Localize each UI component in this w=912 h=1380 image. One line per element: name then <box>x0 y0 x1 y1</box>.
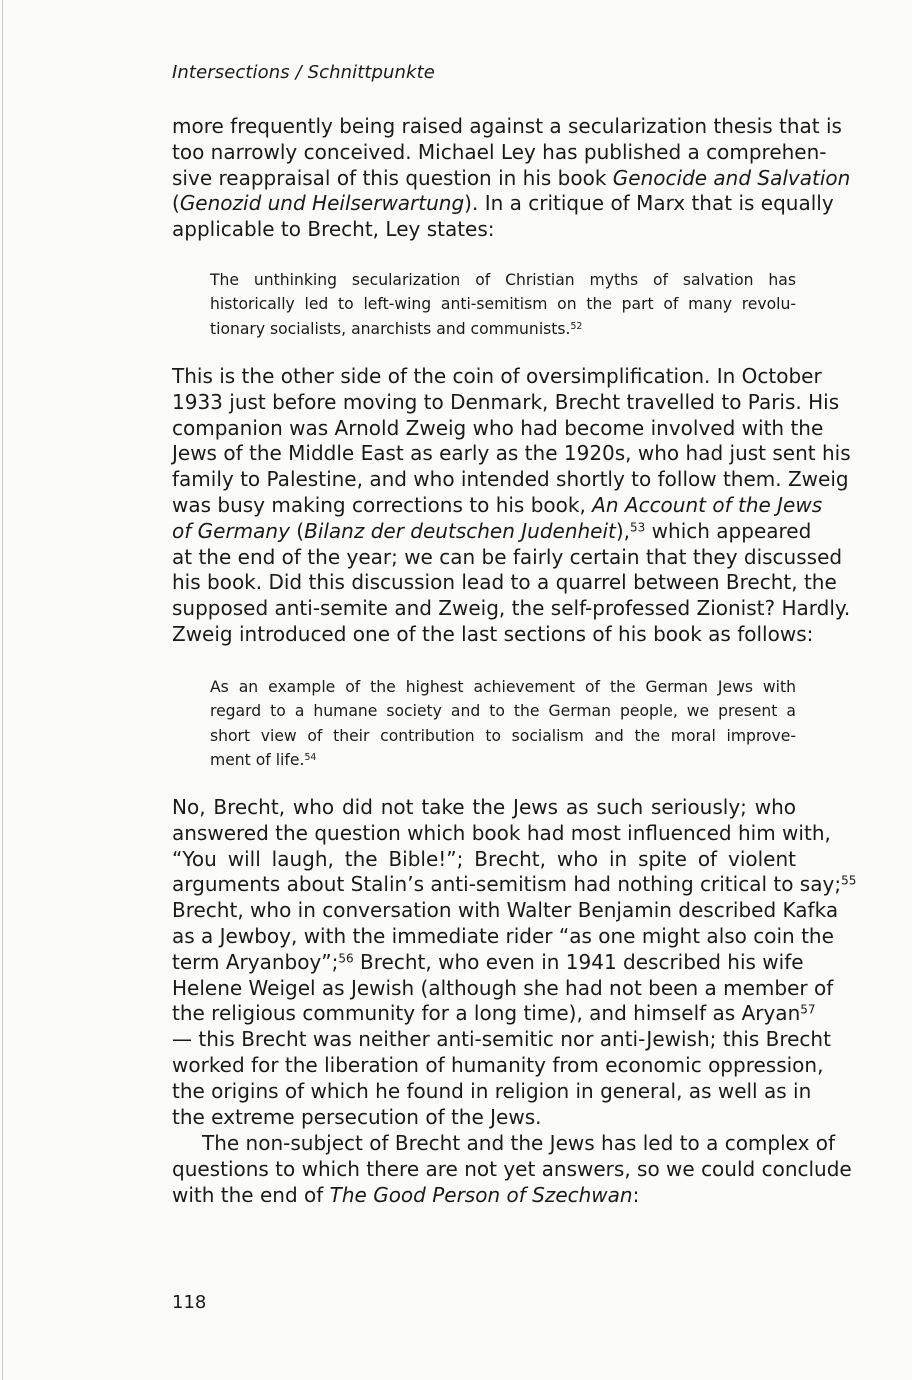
text-line: the extreme persecution of the Jews. <box>172 1104 542 1129</box>
text-line: Jews of the Middle East as early as the 1920s, who had just sent his <box>172 441 851 466</box>
text-line: Helene Weigel as Jewish (although she had not been a member of <box>172 975 834 1000</box>
running-head: Intersections / Schnittpunkte <box>172 62 435 83</box>
block-quote-1 <box>210 268 796 341</box>
text-line: tionary socialists, anarchists and communists.$^{52}$ <box>210 319 583 338</box>
text-line: arguments about Stalin’s anti-semitism had nothing critical to say;$^{55}$ <box>172 872 857 897</box>
text-line: (Genozid und Heilserwartung). In a critique of Marx that is equally <box>172 191 834 216</box>
block-quote-2 <box>210 675 796 773</box>
footnote-ref-53: 53 <box>630 520 646 535</box>
text-line: the religious community for a long time), and himself as Aryan$^{57}$ <box>172 1001 816 1026</box>
text-line: 1933 just before moving to Denmark, Brecht travelled to Paris. His <box>172 389 840 414</box>
text-line: historically led to left-wing anti-semitism on the part of many revolu- <box>210 295 796 314</box>
text-line: the origins of which he found in religion in general, as well as in <box>172 1078 812 1103</box>
text-line: No, Brecht, who did not take the Jews as such seriously; who <box>172 795 796 819</box>
text-line: supposed anti-semite and Zweig, the self-professed Zionist? Hardly. <box>172 596 851 621</box>
text-line: more frequently being raised against a secularization thesis that is <box>172 114 842 138</box>
text-line: “You will laugh, the Bible!”; Brecht, who in spite of violent <box>172 846 796 871</box>
text-line: regard to a humane society and to the German people, we present a <box>210 702 796 721</box>
text-line: as a Jewboy, with the immediate rider “as one might also coin the <box>172 923 834 948</box>
text-line: of Germany (Bilanz der deutschen Judenheit),$^{53}$ which appeared <box>172 518 812 543</box>
text-line: — this Brecht was neither anti-semitic nor anti-Jewish; this Brecht <box>172 1027 831 1052</box>
text-line: As an example of the highest achievement of the German Jews with <box>210 678 796 696</box>
text-line: applicable to Brecht, Ley states: <box>172 217 495 242</box>
text-line: questions to which there are not yet answers, so we could conclude <box>172 1156 852 1181</box>
text-line: at the end of the year; we can be fairly certain that they discussed <box>172 544 843 569</box>
text-line: sive reappraisal of this question in his book Genocide and Salvation <box>172 165 851 190</box>
footnote-ref-57: 57 <box>800 1002 816 1017</box>
paragraph-1 <box>172 114 851 243</box>
paragraph-3 <box>172 795 857 1130</box>
text-line: The non-subject of Brecht and the Jews has led to a complex of <box>202 1131 836 1155</box>
text-line: with the end of The Good Person of Szechwan: <box>172 1182 640 1207</box>
text-line: This is the other side of the coin of oversimplification. In October <box>172 364 822 388</box>
footnote-ref-52: 52 <box>570 320 583 332</box>
text-line: companion was Arnold Zweig who had become involved with the <box>172 415 824 440</box>
page-number: 118 <box>172 1292 207 1313</box>
text-line: family to Palestine, and who intended shortly to follow them. Zweig <box>172 467 849 492</box>
text-line: worked for the liberation of humanity from economic oppression, <box>172 1052 824 1077</box>
text-line: answered the question which book had most influenced him with, <box>172 820 831 845</box>
paragraph-4 <box>172 1131 852 1208</box>
text-line: Brecht, who in conversation with Walter Benjamin described Kafka <box>172 898 839 923</box>
text-line: term Aryanboy”;$^{56}$ Brecht, who even in 1941 described his wife <box>172 949 804 974</box>
text-line: his book. Did this discussion lead to a quarrel between Brecht, the <box>172 570 837 595</box>
text-line: The unthinking secularization of Christian myths of salvation has <box>210 271 796 289</box>
footnote-ref-55: 55 <box>841 873 857 888</box>
text-line: was busy making corrections to his book, An Account of the Jews <box>172 492 823 517</box>
text-line: too narrowly conceived. Michael Ley has published a comprehen- <box>172 139 827 164</box>
footnote-ref-56: 56 <box>338 951 354 966</box>
page-edge-line <box>2 0 3 1380</box>
text-line: short view of their contribution to socialism and the moral improve- <box>210 726 796 745</box>
text-line: ment of life.$^{54}$ <box>210 751 317 770</box>
paragraph-2 <box>172 364 851 648</box>
text-line: Zweig introduced one of the last sections of his book as follows: <box>172 621 814 646</box>
footnote-ref-54: 54 <box>304 752 317 764</box>
